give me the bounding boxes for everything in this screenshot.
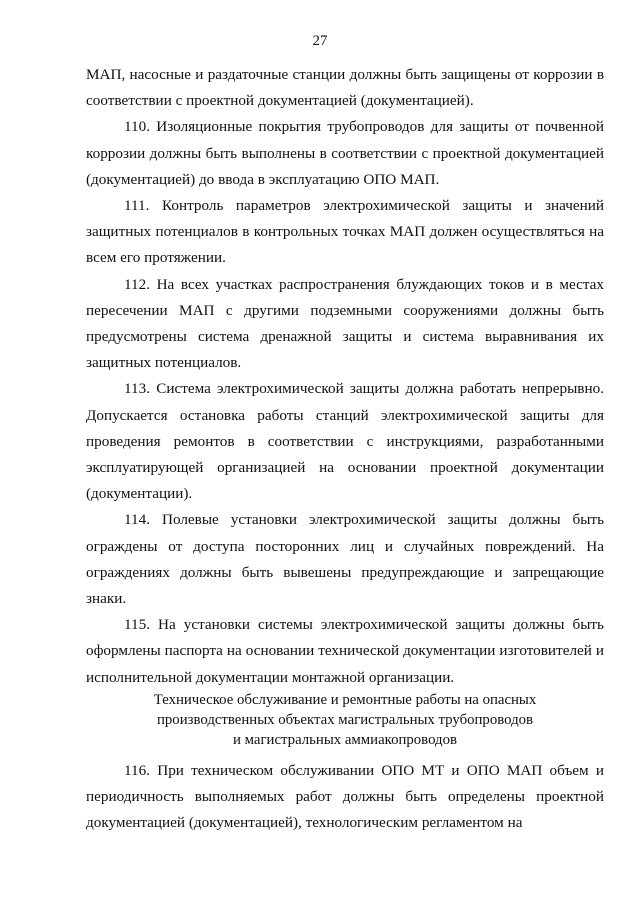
section-heading: [86, 690, 604, 750]
section-heading-line: и магистральных аммиакопроводов: [233, 732, 457, 748]
paragraph-112: 112. На всех участках распространения блуждающих токов и в местах пересечении МАП с другими подземными сооружениями должны быть предусмотрены система дренажной защиты и система выравнивания их защитных потенциалов.: [86, 275, 604, 372]
paragraph-114: 114. Полевые установки электрохимической защиты должны быть ограждены от доступа посторонних лиц и случайных повреждений. На ограждениях должны быть вывешены предупреждающие и запрещающие знаки.: [86, 511, 604, 608]
body-text: [86, 62, 604, 691]
section-heading-line: производственных объектах магистральных трубопроводов: [156, 712, 533, 728]
paragraph-116: 116. При техническом обслуживании ОПО МТ и ОПО МАП объем и периодичность выполняемых работ должны быть определены проектной документацией (документацией), технологическим регламентом на: [86, 762, 604, 832]
page-number: 27: [312, 33, 328, 49]
paragraph-111: 111. Контроль параметров электрохимической защиты и значений защитных потенциалов в контрольных точках МАП должен осуществляться на всем его протяжении.: [86, 197, 604, 267]
paragraph-continuation: МАП, насосные и раздаточные станции должны быть защищены от коррозии в соответствии с проектной документацией (документацией).: [86, 66, 604, 110]
paragraph-110: 110. Изоляционные покрытия трубопроводов для защиты от почвенной коррозии должны быть выполнены в соответствии с проектной документацией (документацией) до ввода в эксплуатацию ОПО МАП.: [86, 118, 604, 188]
section-heading-line: Техническое обслуживание и ремонтные работы на опасных: [153, 692, 537, 708]
paragraph-113: 113. Система электрохимической защиты должна работать непрерывно. Допускается остановка работы станций электрохимической защиты для проведения ремонтов в соответствии с инструкциями, разработанными эксплуатирующей организацией на основании проектной документации (документации).: [86, 380, 604, 503]
tail-text: [86, 758, 604, 837]
paragraph-115: 115. На установки системы электрохимической защиты должны быть оформлены паспорта на основании технической документации изготовителей и исполнительной документации монтажной организации.: [86, 616, 604, 686]
